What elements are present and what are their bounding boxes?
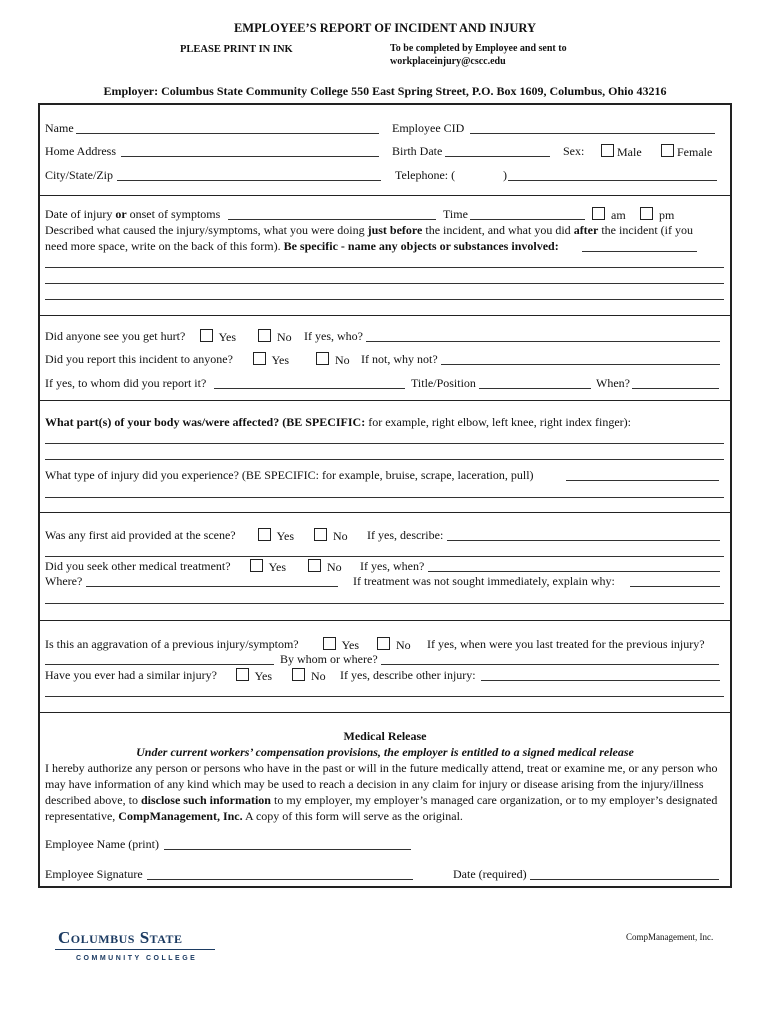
- be-specific: Be specific - name any objects or substances involved:: [283, 239, 559, 253]
- reported-no-label: No: [335, 353, 350, 367]
- home-address-field[interactable]: [121, 156, 379, 157]
- first-aid-yes-label: Yes: [276, 529, 295, 543]
- sex-label: Sex:: [563, 144, 585, 158]
- other-treatment-no-checkbox[interactable]: [308, 559, 321, 572]
- describe-other-field-line[interactable]: [45, 696, 724, 697]
- telephone-field[interactable]: [508, 180, 717, 181]
- date-suffix: onset of symptoms: [126, 207, 221, 221]
- just-before: just before: [367, 223, 423, 237]
- telephone-close-paren: ): [503, 168, 507, 182]
- describe-text-1: Described what caused the injury/symptoms, what you were doing: [45, 223, 368, 237]
- not-sought-field-line[interactable]: [45, 603, 724, 604]
- release-text-3: A copy of this form will serve as the original.: [242, 809, 463, 823]
- logo-subtext: COMMUNITY COLLEGE: [76, 955, 198, 962]
- who-field[interactable]: [366, 341, 720, 342]
- first-aid-no-option[interactable]: [314, 528, 348, 544]
- similar-yes-checkbox[interactable]: [236, 668, 249, 681]
- other-treatment-question: Did you seek other medical treatment?: [45, 559, 231, 573]
- medical-release-text: [45, 760, 725, 824]
- body-parts-field-line[interactable]: [45, 459, 724, 460]
- describe-other-field[interactable]: [481, 680, 720, 681]
- medical-release-heading: Medical Release: [343, 729, 427, 743]
- to-whom-field[interactable]: [214, 388, 405, 389]
- body-parts-rest: for example, right elbow, left knee, right index finger):: [365, 415, 632, 429]
- first-aid-no-label: No: [333, 529, 348, 543]
- other-treatment-no-option[interactable]: [308, 559, 342, 575]
- form-title: EMPLOYEE’S REPORT OF INCIDENT AND INJURY: [233, 21, 537, 35]
- not-sought-field[interactable]: [630, 586, 720, 587]
- first-aid-no-checkbox[interactable]: [314, 528, 327, 541]
- release-disclose: disclose such information: [140, 793, 271, 807]
- employee-signature-label: Employee Signature: [45, 867, 143, 881]
- aggravation-no-checkbox[interactable]: [377, 637, 390, 650]
- first-aid-describe-field-line[interactable]: [45, 556, 724, 557]
- date-of-injury-field[interactable]: [228, 219, 436, 220]
- describe-other-label: If yes, describe other injury:: [340, 668, 476, 682]
- city-state-zip-field[interactable]: [117, 180, 381, 181]
- when-label: When?: [596, 376, 630, 390]
- if-yes-describe-label: If yes, describe:: [367, 528, 444, 542]
- if-yes-who-label: If yes, who?: [304, 329, 363, 343]
- seen-no-label: No: [277, 330, 292, 344]
- similar-yes-option[interactable]: [236, 668, 272, 684]
- logo-main-text: Columbus State: [58, 928, 183, 947]
- similar-no-option[interactable]: [292, 668, 326, 684]
- birth-date-field[interactable]: [445, 156, 550, 157]
- medical-release-subheading: Under current workers’ compensation provisions, the employer is entitled to a signed medical release: [136, 745, 634, 759]
- first-aid-question: Was any first aid provided at the scene?: [45, 528, 236, 542]
- describe-text-2: the incident, and what you did: [422, 223, 574, 237]
- male-label: Male: [617, 145, 642, 159]
- seen-yes-label: Yes: [218, 330, 237, 344]
- columbus-state-logo: [58, 928, 183, 948]
- employer-line: Employer: Columbus State Community College 550 East Spring Street, P.O. Box 1609, Columbus, Ohio 43216: [103, 84, 667, 98]
- aggravation-question: Is this an aggravation of a previous injury/symptom?: [45, 637, 299, 651]
- body-parts-bold: What part(s) of your body was/were affected? (BE SPECIFIC:: [45, 415, 366, 429]
- reported-yes-label: Yes: [271, 353, 290, 367]
- pm-checkbox[interactable]: [640, 207, 653, 220]
- time-field[interactable]: [470, 219, 585, 220]
- treatment-where-field[interactable]: [86, 586, 338, 587]
- date-required-label: Date (required): [453, 867, 527, 881]
- section-divider: [40, 512, 730, 513]
- why-not-field[interactable]: [441, 364, 720, 365]
- reported-yes-checkbox[interactable]: [253, 352, 266, 365]
- last-treated-field[interactable]: [45, 664, 274, 665]
- print-note: PLEASE PRINT IN INK: [180, 44, 293, 55]
- name-field[interactable]: [76, 133, 379, 134]
- describe-field-inline[interactable]: [582, 251, 697, 252]
- describe-text-3: the incident (if you: [598, 223, 693, 237]
- seen-no-checkbox[interactable]: [258, 329, 271, 342]
- am-option[interactable]: [592, 207, 626, 223]
- telephone-label: Telephone: (: [395, 168, 456, 182]
- body-parts-field-line[interactable]: [45, 443, 724, 444]
- pm-option[interactable]: [640, 207, 674, 223]
- aggravation-no-label: No: [396, 638, 411, 652]
- reported-yes-option[interactable]: [253, 352, 289, 368]
- seen-no-option[interactable]: [258, 329, 292, 345]
- section-divider: [40, 315, 730, 316]
- reported-no-checkbox[interactable]: [316, 352, 329, 365]
- employee-cid-label: Employee CID: [392, 121, 465, 135]
- date-or: or: [115, 207, 127, 221]
- section-divider: [40, 620, 730, 621]
- not-sought-label: If treatment was not sought immediately, explain why:: [353, 574, 615, 588]
- aggravation-yes-option[interactable]: [323, 637, 359, 653]
- first-aid-yes-option[interactable]: [258, 528, 294, 544]
- other-treatment-no-label: No: [327, 560, 342, 574]
- similar-no-checkbox[interactable]: [292, 668, 305, 681]
- time-label: Time: [443, 207, 468, 221]
- am-label: am: [611, 208, 626, 222]
- injury-type-field-inline[interactable]: [566, 480, 719, 481]
- completion-email: workplaceinjury@cscc.edu: [390, 56, 506, 67]
- date-required-field[interactable]: [530, 879, 719, 880]
- by-whom-field[interactable]: [381, 664, 719, 665]
- employee-name-field[interactable]: [164, 849, 411, 850]
- when-field[interactable]: [632, 388, 719, 389]
- section-divider: [40, 195, 730, 196]
- reported-no-option[interactable]: [316, 352, 350, 368]
- city-state-zip-label: City/State/Zip: [45, 168, 113, 182]
- where-label: Where?: [45, 574, 83, 588]
- pm-label: pm: [659, 208, 675, 222]
- to-whom-label: If yes, to whom did you report it?: [45, 376, 207, 390]
- title-position-label: Title/Position: [411, 376, 476, 390]
- treatment-when-field[interactable]: [428, 571, 720, 572]
- other-treatment-yes-option[interactable]: [250, 559, 286, 575]
- by-whom-label: By whom or where?: [280, 652, 378, 666]
- release-compmgmt: CompManagement, Inc.: [118, 809, 243, 823]
- similar-yes-label: Yes: [254, 669, 273, 683]
- describe-field-line[interactable]: [45, 267, 724, 268]
- am-checkbox[interactable]: [592, 207, 605, 220]
- similar-no-label: No: [311, 669, 326, 683]
- name-label: Name: [45, 121, 74, 135]
- other-treatment-yes-checkbox[interactable]: [250, 559, 263, 572]
- describe-field-line[interactable]: [45, 299, 724, 300]
- after: after: [573, 223, 599, 237]
- injury-type-question: What type of injury did you experience? (BE SPECIFIC: for example, bruise, scrape, laceration, pull): [45, 468, 534, 482]
- birth-date-label: Birth Date: [392, 144, 443, 158]
- other-treatment-yes-label: Yes: [268, 560, 287, 574]
- employee-name-label: Employee Name (print): [45, 837, 159, 851]
- seen-yes-option[interactable]: [200, 329, 236, 345]
- footer-compmanagement: CompManagement, Inc.: [626, 932, 714, 942]
- female-checkbox[interactable]: [661, 144, 674, 157]
- if-yes-when-label: If yes, when?: [360, 559, 425, 573]
- describe-line-2: [45, 239, 559, 254]
- female-label: Female: [677, 145, 713, 159]
- logo-divider: [55, 949, 215, 950]
- if-not-why-label: If not, why not?: [361, 352, 438, 366]
- first-aid-describe-field[interactable]: [447, 540, 720, 541]
- aggravation-no-option[interactable]: [377, 637, 411, 653]
- seen-question: Did anyone see you get hurt?: [45, 329, 186, 343]
- sex-female-option[interactable]: [661, 144, 712, 160]
- describe-line-1: [45, 223, 693, 238]
- section-divider: [40, 712, 730, 713]
- describe-text-4: need more space, write on the back of this form).: [45, 239, 284, 253]
- similar-injury-question: Have you ever had a similar injury?: [45, 668, 217, 682]
- title-position-field[interactable]: [479, 388, 591, 389]
- employee-signature-field[interactable]: [147, 879, 413, 880]
- date-prefix: Date of injury: [45, 207, 116, 221]
- injury-type-field-line[interactable]: [45, 497, 724, 498]
- aggravation-yes-label: Yes: [341, 638, 360, 652]
- reported-question: Did you report this incident to anyone?: [45, 352, 233, 366]
- date-of-injury-label: [45, 207, 220, 222]
- release-text-2: to my employer, my employer’s managed care organization, or to my employer’s designated representative,: [45, 793, 718, 823]
- completion-note: [390, 42, 567, 68]
- male-checkbox[interactable]: [601, 144, 614, 157]
- home-address-label: Home Address: [45, 144, 116, 158]
- employee-cid-field[interactable]: [470, 133, 715, 134]
- seen-yes-checkbox[interactable]: [200, 329, 213, 342]
- describe-field-line[interactable]: [45, 283, 724, 284]
- aggravation-yes-checkbox[interactable]: [323, 637, 336, 650]
- first-aid-yes-checkbox[interactable]: [258, 528, 271, 541]
- sex-male-option[interactable]: [601, 144, 642, 160]
- body-parts-question: [45, 415, 631, 430]
- completion-note-line-1: To be completed by Employee and sent to: [390, 43, 567, 54]
- last-treated-label: If yes, when were you last treated for the previous injury?: [427, 637, 705, 651]
- section-divider: [40, 400, 730, 401]
- release-text-1: I hereby authorize any person or persons who have in the past or will in the future medically attend, treat or examine me, or any person who may have information of any kind which may be used to reach a decision in any claim for injury or disease arising from the injury/illness described above, to: [45, 761, 718, 807]
